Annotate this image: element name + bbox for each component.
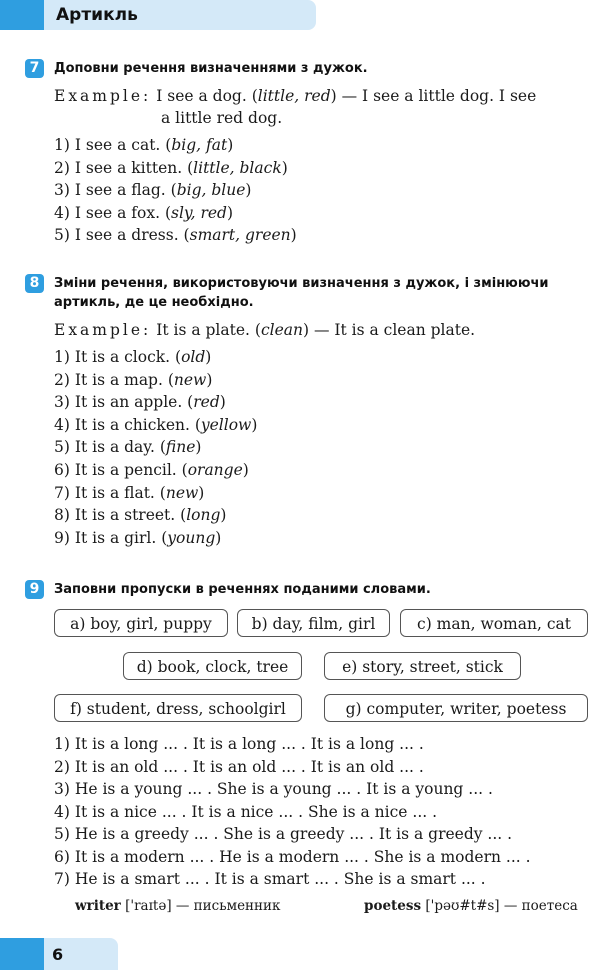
list-item: 7) It is a flat. (new) xyxy=(54,483,205,502)
exercise-8-number: 8 xyxy=(25,274,44,293)
sentence-item: 1) It is a long ... . It is a long ... . It is a long ... . xyxy=(54,735,424,753)
page-number: 6 xyxy=(52,945,64,964)
exercise-9-task: Заповни пропуски в реченнях поданими словами. xyxy=(54,582,431,597)
list-item: 5) It is a day. (fine) xyxy=(54,438,202,457)
list-item: 5) I see a dress. (smart, green) xyxy=(54,226,297,245)
list-item: 8) It is a street. (long) xyxy=(54,506,227,525)
word-box-b: b) day, film, girl xyxy=(237,609,390,637)
sentence-item: 4) It is a nice ... . It is a nice ... . She is a nice ... . xyxy=(54,802,438,821)
sentence-item: 3) He is a young ... . She is a young ... . It is a young ... . xyxy=(54,780,493,798)
exercise-7-example: Example: I see a dog. (little, red) — I see a little dog. I see xyxy=(54,87,537,105)
list-item: 4) I see a fox. (sly, red) xyxy=(54,203,234,222)
list-item: 3) I see a flag. (big, blue) xyxy=(54,181,252,200)
word-box-g: g) computer, writer, poetess xyxy=(324,694,588,722)
list-item: 4) It is a chicken. (yellow) xyxy=(54,415,258,434)
exercise-7-task: Доповни речення визначеннями з дужок. xyxy=(54,61,368,76)
page-title: Артикль xyxy=(56,5,138,25)
list-item: 2) I see a kitten. (little, black) xyxy=(54,158,288,177)
sentence-item: 6) It is a modern ... . He is a modern ... . She is a modern ... . xyxy=(54,847,531,866)
word-box-e: e) story, street, stick xyxy=(324,652,521,680)
list-item: 6) It is a pencil. (orange) xyxy=(54,461,249,479)
word-box-d: d) book, clock, tree xyxy=(123,652,302,680)
footer-accent xyxy=(0,938,44,970)
sentence-item: 5) He is a greedy ... . She is a greedy ... . It is a greedy ... . xyxy=(54,825,513,843)
list-item: 2) It is a map. (new) xyxy=(54,370,213,389)
word-box-c: c) man, woman, cat xyxy=(400,609,588,637)
exercise-8-task-line2: артикль, де це необхідно. xyxy=(54,295,254,310)
list-item: 1) I see a cat. (big, fat) xyxy=(54,136,234,154)
exercise-8-task-line1: Зміни речення, використовуючи визначення з дужок, і змінюючи xyxy=(54,276,549,291)
exercise-7-example-cont: a little red dog. xyxy=(161,109,283,127)
list-item: 1) It is a clock. (old) xyxy=(54,348,212,366)
list-item: 3) It is an apple. (red) xyxy=(54,393,226,412)
vocab-poetess: poetess ['pəʊ#t#s] — поетеса xyxy=(364,898,578,914)
exercise-9-number: 9 xyxy=(25,580,44,599)
exercise-8-example: Example: It is a plate. (clean) — It is a clean plate. xyxy=(54,321,476,339)
word-box-f: f) student, dress, schoolgirl xyxy=(54,694,302,722)
header-bar xyxy=(0,0,316,30)
exercise-7-number: 7 xyxy=(25,59,44,78)
word-box-a: a) boy, girl, puppy xyxy=(54,609,228,637)
sentence-item: 7) He is a smart ... . It is a smart ... . She is a smart ... . xyxy=(54,870,486,888)
vocab-writer: writer ['raɪtə] — письменник xyxy=(75,898,281,914)
header-accent xyxy=(0,0,44,30)
sentence-item: 2) It is an old ... . It is an old ... . It is an old ... . xyxy=(54,757,424,776)
list-item: 9) It is a girl. (young) xyxy=(54,528,222,547)
